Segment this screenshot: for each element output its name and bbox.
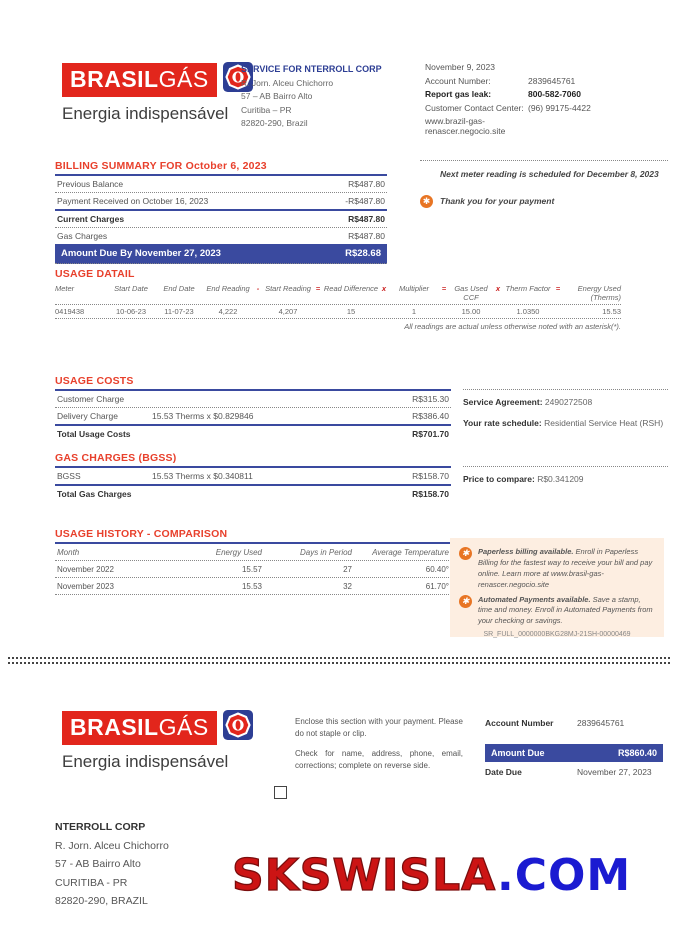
billing-summary-title: BILLING SUMMARY FOR October 6, 2023 <box>55 160 267 172</box>
usage-costs-table <box>55 389 451 442</box>
column-header: Month <box>57 547 80 557</box>
table-cell <box>379 305 389 309</box>
table-cell: 4,222 <box>218 307 238 316</box>
table-row <box>55 407 451 424</box>
service-agreement-value: 2490272508 <box>544 397 593 407</box>
price-compare-value: R$0.341209 <box>537 474 584 484</box>
table-row <box>55 466 451 484</box>
row-label: Current Charges <box>57 214 125 224</box>
gas-charges-table <box>55 466 451 502</box>
table-cell <box>253 305 263 309</box>
table-cell: 61.70° <box>425 581 449 591</box>
column-header: Gas Used CCF <box>454 284 488 302</box>
usage-costs-title: USAGE COSTS <box>55 375 134 387</box>
stub-payment-block <box>485 718 663 781</box>
row-amount: R$158.70 <box>412 471 449 481</box>
amount-due-value: R$28.68 <box>345 248 381 259</box>
mailing-address-block <box>55 818 169 911</box>
column-header: End Date <box>163 284 195 293</box>
promo-text <box>478 595 655 628</box>
table-row <box>55 227 387 244</box>
promo-bold: Automated Payments available. <box>478 594 591 604</box>
column-header: Start Reading <box>265 284 311 293</box>
table-header-row <box>55 542 451 560</box>
table-cell: 60.40° <box>425 564 449 574</box>
stub-account-label: Account Number <box>485 718 554 728</box>
stub-date-due-label: Date Due <box>485 767 522 777</box>
stub-account-value: 2839645761 <box>577 718 625 728</box>
usage-history-table <box>55 542 451 595</box>
operator-glyph: - <box>256 284 260 293</box>
table-cell: 15.53 <box>602 307 621 316</box>
table-cell: 15 <box>346 307 356 316</box>
row-amount: R$315.30 <box>412 394 449 404</box>
brand-logo <box>62 62 253 124</box>
promo-body: Save a stamp, time and money. Enroll in Automated Payments from your checking or savings. <box>478 594 653 626</box>
contact-center-label: Customer Contact Center: <box>425 102 524 113</box>
gas-leak-label: Report gas leak: <box>425 89 492 99</box>
operator-glyph: = <box>555 284 561 293</box>
website-line: renascer.negocio.site <box>425 126 506 136</box>
table-row <box>55 304 621 318</box>
star-badge-icon: ✱ <box>459 595 472 608</box>
table-cell: 15.00 <box>461 307 481 316</box>
tear-off-separator <box>8 657 670 664</box>
table-cell: November 2023 <box>57 581 114 591</box>
amount-due-bar <box>55 244 387 264</box>
spacer <box>131 429 369 439</box>
operator-glyph: x <box>495 284 501 293</box>
logo-text-light: GÁS <box>158 65 209 92</box>
table-row <box>55 192 387 209</box>
row-detail: 15.53 Therms x $0.829846 <box>152 411 254 421</box>
service-address-block <box>241 64 416 128</box>
total-label: Total Gas Charges <box>57 489 132 499</box>
usage-detail-table <box>55 282 621 331</box>
table-cell: 0419438 <box>55 307 85 316</box>
brand-octagon-icon <box>223 710 253 745</box>
service-for-title: SERVICE FOR NTERROLL CORP <box>241 64 382 74</box>
table-row <box>55 577 451 595</box>
thank-you-note: Thank you for your payment <box>440 195 555 206</box>
next-reading-note: Next meter reading is scheduled for December 8, 2023 <box>440 169 659 179</box>
gas-charges-title: GAS CHARGES (BGSS) <box>55 452 177 464</box>
rate-schedule-label: Your rate schedule: <box>463 418 542 429</box>
star-badge-icon: ✱ <box>420 195 433 208</box>
rate-info-panel <box>463 389 668 439</box>
table-cell: 4,207 <box>278 307 298 316</box>
mailing-line: CURITIBA - PR <box>55 876 128 889</box>
row-amount: -R$487.80 <box>345 196 385 206</box>
rate-schedule-value: Residential Service Heat (RSH) <box>544 418 664 429</box>
bill-date: November 9, 2023 <box>425 62 495 72</box>
contact-center-phone: (96) 99175-4422 <box>528 102 591 113</box>
table-total-row <box>55 484 451 502</box>
row-detail <box>152 394 369 404</box>
row-amount: R$487.80 <box>348 179 385 189</box>
column-header: End Reading <box>206 284 250 293</box>
row-detail: 15.53 Therms x $0.340811 <box>152 471 253 481</box>
table-cell: 10-06-23 <box>115 307 147 316</box>
table-row <box>55 209 387 227</box>
service-agreement-label: Service Agreement: <box>463 397 543 407</box>
address-change-checkbox[interactable] <box>274 786 287 799</box>
enclose-instruction: Enclose this section with your payment. Please do not staple or clip. <box>295 717 463 738</box>
mailing-line: R. Jorn. Alceu Chichorro <box>55 839 169 852</box>
service-address-line: Curitiba – PR <box>241 104 292 115</box>
price-compare-panel <box>463 466 668 494</box>
amount-due-label: Amount Due By November 27, 2023 <box>61 248 221 259</box>
service-address-line: 82820-290, Brazil <box>241 118 308 128</box>
table-row <box>55 560 451 577</box>
brand-logo-wordmark <box>62 63 217 97</box>
billing-summary-table <box>55 174 387 264</box>
table-cell: 32 <box>343 581 352 591</box>
row-label: Customer Charge <box>57 394 125 404</box>
row-amount: R$386.40 <box>412 411 449 421</box>
operator-glyph: = <box>441 284 447 293</box>
watermark-red-text: SKSWISLA <box>232 850 497 901</box>
logo-text-light: GÁS <box>158 713 209 740</box>
row-label: Delivery Charge <box>57 411 118 421</box>
column-header: Energy Used <box>215 547 262 557</box>
table-cell: 15.53 <box>241 581 262 591</box>
account-number-label: Account Number: <box>425 75 491 86</box>
document-code: SR_FULL_0000000BKG28MJ-21SH-00000469 <box>483 631 631 638</box>
total-amount: R$701.70 <box>412 429 449 439</box>
stub-amount-due-bar <box>485 744 663 762</box>
stub-date-due-value: November 27, 2023 <box>577 767 652 777</box>
star-badge-icon: ✱ <box>459 547 472 560</box>
brand-logo <box>62 710 253 772</box>
gas-leak-phone: 800-582-7060 <box>528 89 581 99</box>
service-address-line: 57 – AB Bairro Alto <box>241 91 313 101</box>
stub-amount-due-label: Amount Due <box>491 748 545 758</box>
table-header-row <box>55 282 621 304</box>
promo-bold: Paperless billing available. <box>478 547 574 556</box>
table-cell <box>439 305 449 309</box>
column-header: Energy Used (Therms) <box>577 284 621 302</box>
row-label: Payment Received on October 16, 2023 <box>57 196 209 206</box>
mailing-line: NTERROLL CORP <box>55 821 146 833</box>
brand-tagline: Energia indispensável <box>62 752 229 771</box>
row-label: Previous Balance <box>57 179 124 189</box>
watermark-blue-text: .COM <box>496 850 632 901</box>
promo-body: Enroll in Paperless Billing for the fastest way to receive your bill and pay online. Learn more at www.brasil-gas-renascer.negocio.site <box>478 547 653 589</box>
column-header: Days in Period <box>299 547 352 557</box>
row-amount: R$487.80 <box>348 214 385 224</box>
mailing-line: 82820-290, BRAZIL <box>55 895 148 907</box>
column-header: Multiplier <box>398 284 429 293</box>
account-number-value: 2839645761 <box>528 75 576 86</box>
table-cell: 1.0350 <box>516 307 540 316</box>
website-line: www.brazil-gas- <box>425 116 485 126</box>
check-instruction: Check for name, address, phone, email, corrections; complete on reverse side. <box>295 749 463 770</box>
service-address-line: R. Jorn. Alceu Chichorro <box>241 77 334 88</box>
column-header: Meter <box>55 284 75 293</box>
table-cell: 27 <box>343 564 352 574</box>
column-header: Therm Factor <box>505 284 551 293</box>
total-amount: R$158.70 <box>412 489 449 499</box>
table-total-row <box>55 424 451 442</box>
usage-history-title: USAGE HISTORY - COMPARISON <box>55 528 228 540</box>
column-header: Average Temperature <box>372 547 449 557</box>
brand-tagline: Energia indispensável <box>62 104 229 123</box>
price-compare-label: Price to compare: <box>463 474 535 484</box>
readings-note: All readings are actual unless otherwise noted with an asterisk(*). <box>55 318 621 331</box>
operator-glyph: = <box>315 284 321 293</box>
spacer <box>131 489 369 499</box>
table-cell: 15.57 <box>241 564 262 574</box>
watermark <box>232 850 631 901</box>
table-cell: 1 <box>411 307 417 316</box>
mailing-line: 57 - AB Bairro Alto <box>55 858 141 870</box>
row-amount: R$487.80 <box>348 231 385 241</box>
usage-detail-title: USAGE DATAIL <box>55 268 135 280</box>
table-cell <box>313 305 323 309</box>
table-row <box>55 174 387 192</box>
notices-block <box>420 160 668 222</box>
row-label: BGSS <box>57 471 81 481</box>
logo-text-bold: BRASIL <box>70 713 159 740</box>
column-header: Start Date <box>114 284 148 293</box>
brand-logo-wordmark <box>62 711 217 745</box>
paperless-promo-box <box>450 538 664 637</box>
table-cell <box>553 305 563 309</box>
table-row <box>55 389 451 407</box>
table-cell <box>493 305 503 309</box>
table-cell: 11-07-23 <box>164 307 194 316</box>
stub-amount-due-value: R$860.40 <box>617 748 657 758</box>
logo-text-bold: BRASIL <box>70 65 159 92</box>
total-label: Total Usage Costs <box>57 429 131 439</box>
table-cell: November 2022 <box>57 564 114 574</box>
column-header: Read Difference <box>323 284 379 293</box>
row-label: Gas Charges <box>57 231 108 241</box>
operator-glyph: x <box>381 284 387 293</box>
promo-text <box>478 547 655 591</box>
stub-instructions <box>295 716 463 780</box>
account-info-block <box>425 62 670 140</box>
